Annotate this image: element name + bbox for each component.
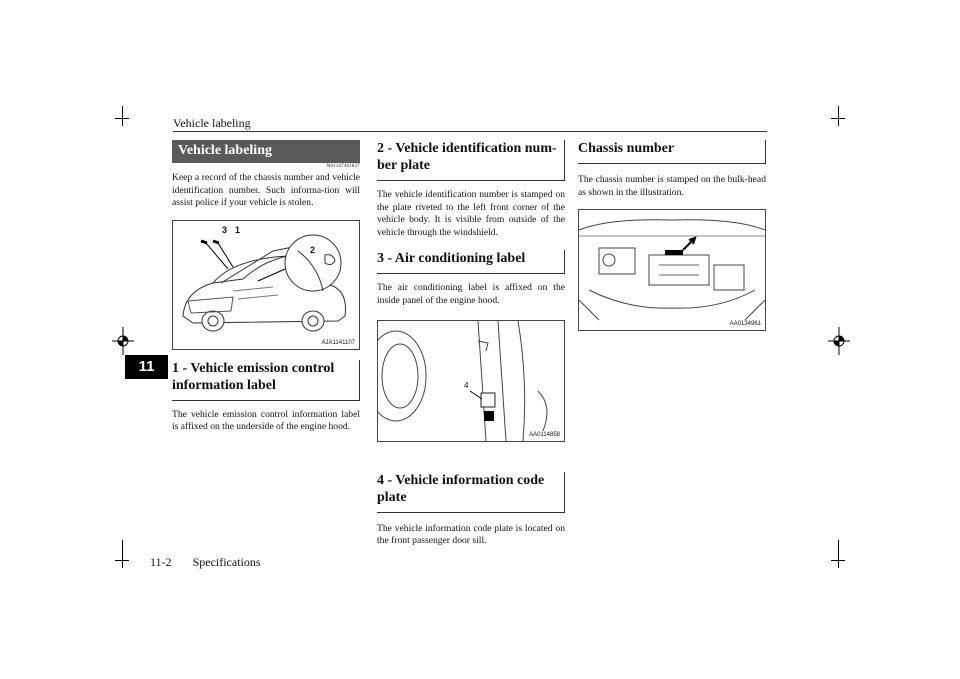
registration-mark-left [112,327,134,355]
door-sill-illustration [378,321,564,441]
column-2 [377,140,565,548]
header-rule [173,131,767,132]
crop-mark [122,540,123,568]
crop-mark [115,560,129,561]
section-3-heading: 3 - Air conditioning label [377,250,565,274]
chassis-body: The chassis number is stamped on the bulk-head as shown in the illustration. [578,174,766,198]
chassis-figure [578,209,766,331]
crop-mark [831,118,845,119]
chapter-tab: 11 [125,355,168,379]
section-3-body: The air conditioning label is affixed on the inside panel of the engine hood. [377,282,565,306]
engine-bay-illustration [579,210,765,330]
crop-mark [831,560,845,561]
door-sill-figure [377,320,565,442]
vehicle-label-figure [172,220,360,350]
figure-code: AA0134961 [729,321,761,328]
intro-text: Keep a record of the chassis number and vehicle identification number. Such informa-tion will assist police if your vehicle is stolen. [172,172,360,209]
figure-code: AA0114858 [529,431,560,438]
section-1-body: The vehicle emission control information label is affixed on the underside of the engine hood. [172,408,360,433]
column-3 [578,140,766,331]
crop-mark [115,118,129,119]
page-number: 11-2 [150,555,172,569]
doc-code: N01147401837 [326,164,360,169]
section-2-body: The vehicle identification number is stamped on the plate riveted to the left front corner of the vehicle body. It is visible from outside of the vehicle through the windshield. [377,189,565,238]
page-title: Vehicle labeling [172,140,360,163]
column-1 [172,140,360,434]
car-illustration [173,221,359,349]
chassis-heading: Chassis number [578,140,766,164]
section-4-body: The vehicle information code plate is located on the front passenger door sill. [377,522,565,547]
registration-mark-right [828,327,850,355]
callout-1: 1 [235,224,241,235]
crop-mark [122,106,123,126]
page-footer [150,555,279,570]
callout-4: 4 [464,380,469,390]
crop-mark [838,540,839,568]
footer-section: Specifications [192,555,261,569]
callout-2: 2 [310,244,316,255]
crop-mark [838,106,839,126]
section-2-heading: 2 - Vehicle identification num-ber plate [377,140,565,181]
running-title: Vehicle labeling [173,116,251,130]
figure-code: AJA1141107 [321,339,355,346]
section-1-heading: 1 - Vehicle emission control information label [172,360,360,401]
section-4-heading: 4 - Vehicle information code plate [377,472,565,513]
callout-3: 3 [222,224,228,235]
